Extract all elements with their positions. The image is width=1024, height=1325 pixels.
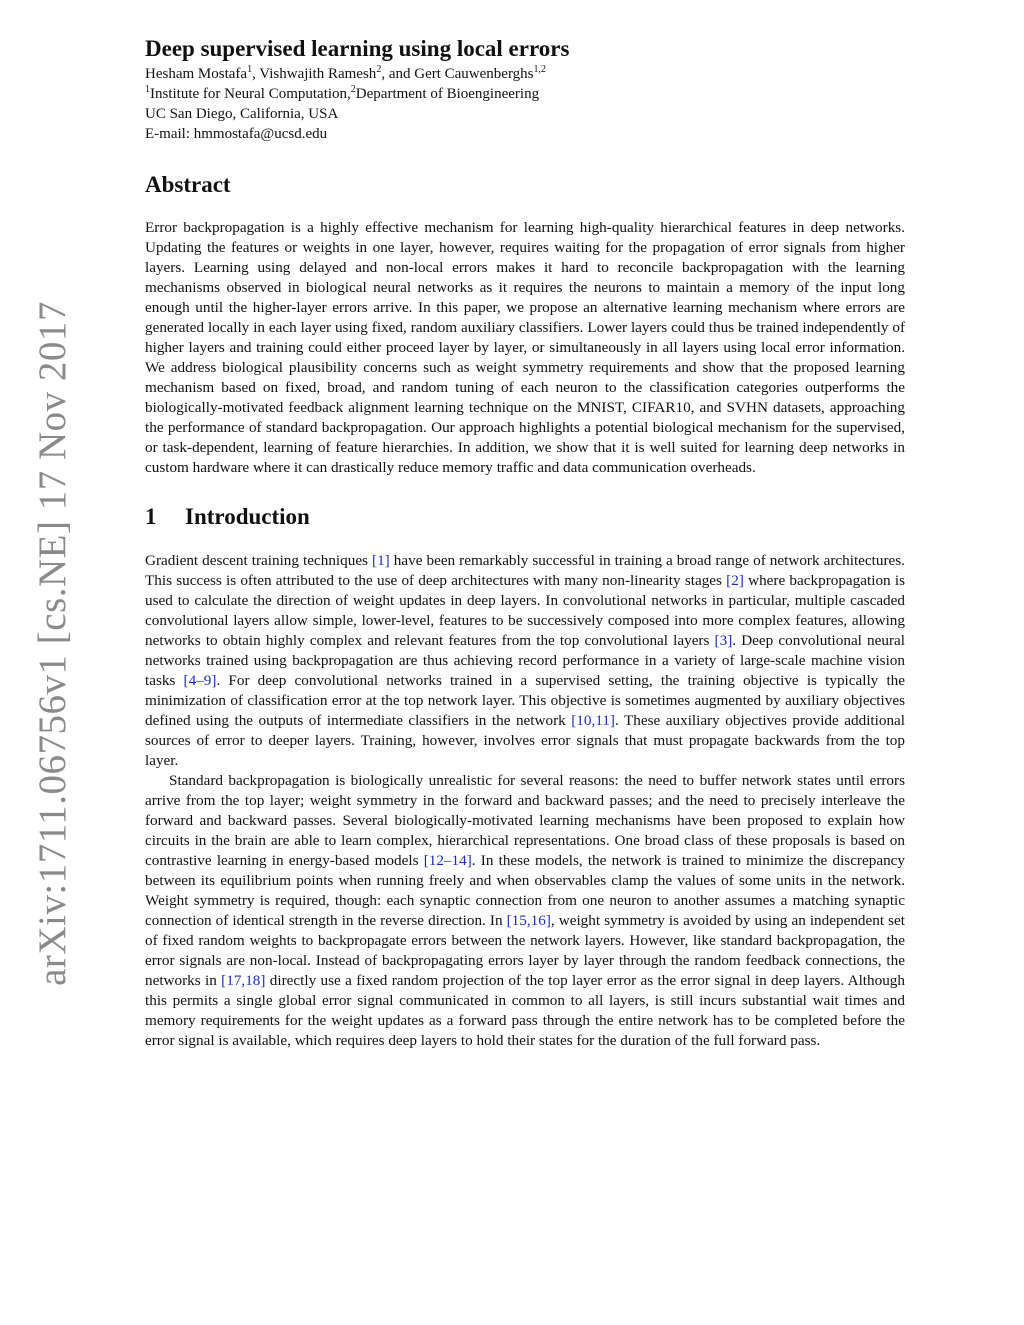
- author-name: Vishwajith Ramesh: [259, 66, 377, 82]
- arxiv-identifier-stamp: [28, 300, 76, 986]
- introduction-heading: [145, 504, 905, 530]
- paragraph-text: . In these models, the network is trained to minimize the discrepancy between its equilibrium points when running freely and when observables clamp the values of some units in the network. Weight symmetry is required, though: each synaptic connection from one neuron to another assumes a matching synaptic connection of identical strength in the reverse direction. In: [145, 852, 905, 929]
- author-line: Hesham Mostafa$^1$, Vishwajith Ramesh$^2$, and Gert Cauwenberghs$^{1,2}$: [145, 64, 547, 82]
- intro-paragraph-2: [145, 771, 905, 1051]
- affiliation-2: Department of Bioengineering: [355, 86, 540, 102]
- paragraph-text: have been remarkably successful in training a broad range of network architectures. This success is often attributed to the use of deep architectures with many non-linearity stages: [145, 552, 905, 589]
- paragraph-text: , weight symmetry is avoided by using an independent set of fixed random weights to backpropagate errors between the network layers. However, like standard backpropagation, the error signals are non-local. Instead of backpropagating errors layer by layer through the random feedback connections, the networks in: [145, 912, 905, 989]
- author-affiliation-mark: 2: [376, 64, 382, 75]
- section-title: Introduction: [185, 504, 310, 529]
- email-line: E-mail: hmmostafa@ucsd.edu: [145, 126, 328, 142]
- author-name: Hesham Mostafa: [145, 66, 248, 82]
- citation-link[interactable]: [2]: [726, 572, 744, 589]
- paragraph-text: . Deep convolutional neural networks trained using backpropagation are thus achieving record performance in a variety of large-scale machine vision tasks: [145, 632, 905, 689]
- citation-link[interactable]: [10,11]: [571, 712, 615, 729]
- paragraph-text: Gradient descent training techniques: [145, 552, 373, 569]
- abstract-body: Error backpropagation is a highly effective mechanism for learning high-quality hierarchical features in deep networks. Updating the features or weights in one layer, however, requires waiting for the propagation of error signals from higher layers. Learning using delayed and non-local errors makes it hard to reconcile backpropagation with the learning mechanisms observed in biological neural networks as it requires the neurons to maintain a memory of the input long enough until the higher-layer errors arrive. In this paper, we propose an alternative learning mechanism where errors are generated locally in each layer using fixed, random auxiliary classifiers. Lower layers could thus be trained independently of higher layers and training could either proceed layer by layer, or simultaneously in all layers using local error information. We address biological plausibility concerns such as weight symmetry requirements and show that the proposed learning mechanism based on fixed, broad, and random tuning of each neuron to the classification categories outperforms the biologically-motivated feedback alignment learning technique on the MNIST, CIFAR10, and SVHN datasets, approaching the performance of standard backpropagation. Our approach highlights a potential biological mechanism for the supervised, or task-dependent, learning of feature hierarchies. In addition, we show that it is well suited for learning deep networks in custom hardware where it can drastically reduce memory traffic and data communication overheads.: [145, 219, 905, 476]
- citation-link[interactable]: [17,18]: [221, 972, 266, 989]
- paragraph-text: . For deep convolutional networks trained in a supervised setting, the training objective is typically the minimization of classification error at the top network layer. This objective is sometimes augmented by auxiliary objectives defined using the outputs of intermediate classifiers in the network: [145, 672, 905, 729]
- author-name: Gert Cauwenberghs: [414, 66, 534, 82]
- paper-page: [145, 34, 905, 1051]
- author-affiliation-mark: 1,2: [533, 64, 547, 75]
- paragraph-text: directly use a fixed random projection of the top layer error as the error signal in deep layers. Although this permits a single global error signal communicated in common to all layers, is still incurs substantial wait times and memory requirements for the weight updates as a forward pass through the entire network has to be completed before the error signal is available, which requires deep layers to hold their states for the duration of the full forward pass.: [145, 972, 905, 1049]
- citation-link[interactable]: [12–14]: [423, 852, 472, 869]
- author-affiliation-mark: 1: [247, 64, 253, 75]
- location-line: UC San Diego, California, USA: [145, 106, 339, 122]
- citation-link[interactable]: [4–9]: [183, 672, 217, 689]
- paragraph-text: . These auxiliary objectives provide additional sources of error to deeper layers. Training, however, involves error signals that must propagate backwards from the top layer.: [145, 712, 905, 769]
- citation-link[interactable]: [3]: [714, 632, 733, 649]
- intro-paragraph-1: [145, 551, 905, 771]
- citation-link[interactable]: [1]: [372, 552, 390, 569]
- citation-link[interactable]: [15,16]: [506, 912, 551, 929]
- affiliation-1: Institute for Neural Computation,: [150, 86, 351, 102]
- arxiv-identifier-text: arXiv:1711.06756v1 [cs.NE] 17 Nov 2017: [30, 300, 74, 986]
- abstract-heading: Abstract: [145, 172, 231, 197]
- paragraph-text: where backpropagation is used to calculate the direction of weight updates in deep layers. In convolutional networks in particular, multiple cascaded convolutional layers allow simple, lower-level, features to be successively composed into more complex features, allowing networks to obtain highly complex and relevant features from the top convolutional layers: [145, 572, 905, 649]
- paper-title: Deep supervised learning using local errors: [145, 36, 570, 61]
- paragraph-text: Standard backpropagation is biologically unrealistic for several reasons: the need to buffer network states until errors arrive from the top layer; weight symmetry in the forward and backward passes; and the need to precisely interleave the forward and backward passes. Several biologically-motivated learning mechanisms have been proposed to explain how circuits in the brain are able to learn complex, hierarchical representations. One broad class of these proposals is based on contrastive learning in energy-based models: [145, 772, 905, 869]
- section-number: 1: [145, 504, 157, 529]
- affiliation-line: $^1$Institute for Neural Computation,$^2$Department of Bioengineering: [145, 84, 540, 102]
